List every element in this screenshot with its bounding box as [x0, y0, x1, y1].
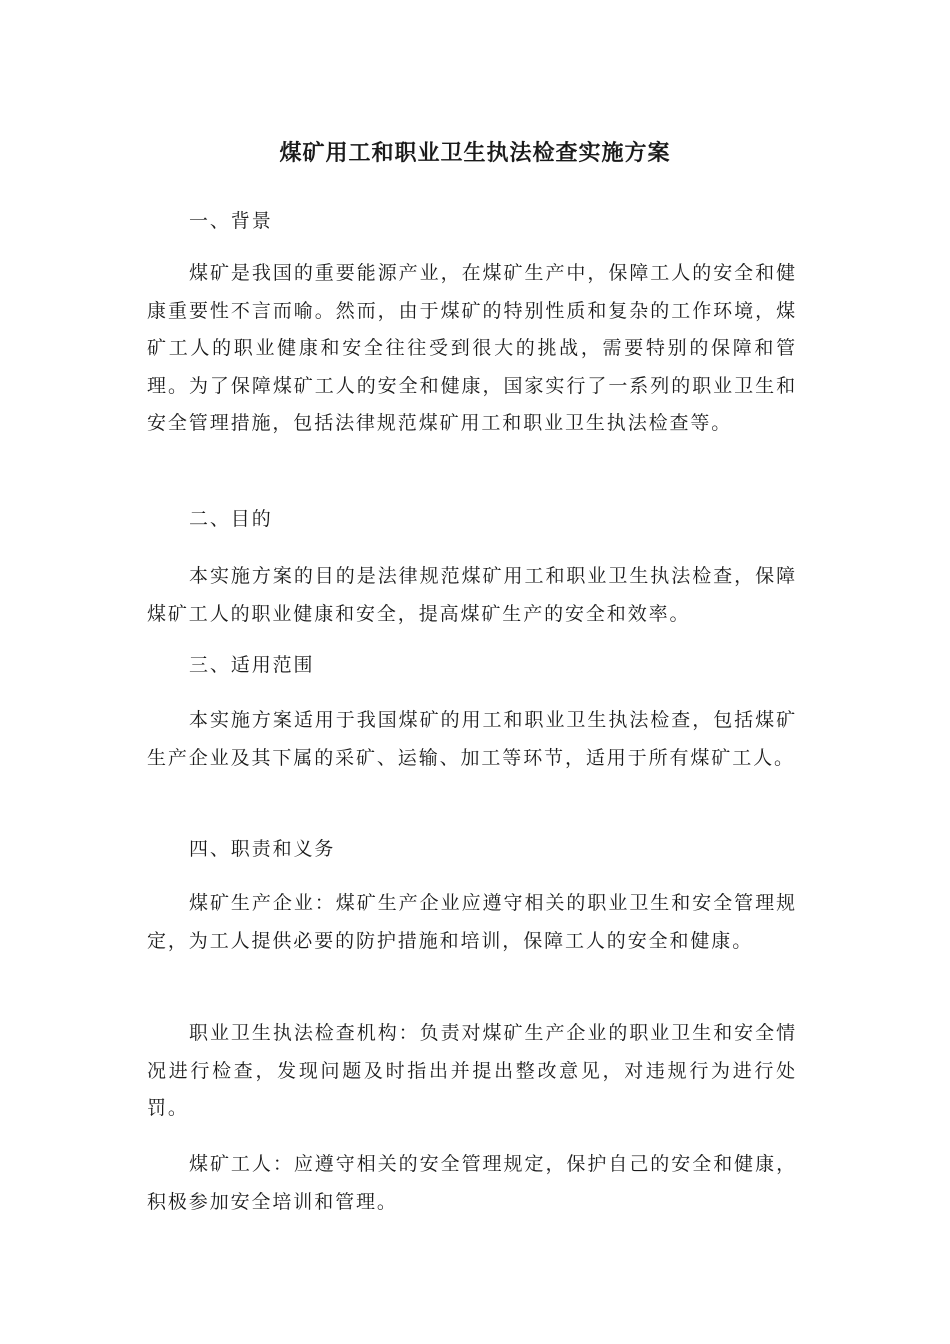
section-heading-background: 一、背景 — [189, 210, 273, 232]
paragraph-purpose: 本实施方案的目的是法律规范煤矿用工和职业卫生执法检查，保障煤矿工人的职业健康和安全，提高煤矿生产的安全和效率。 — [147, 565, 797, 625]
paragraph-inspection-agency-duties: 职业卫生执法检查机构：负责对煤矿生产企业的职业卫生和安全情况进行检查，发现问题及时指出并提出整改意见，对违规行为进行处罚。 — [147, 1022, 797, 1119]
section-heading-duties: 四、职责和义务 — [189, 838, 336, 860]
paragraph-worker-duties: 煤矿工人：应遵守相关的安全管理规定，保护自己的安全和健康，积极参加安全培训和管理。 — [147, 1153, 797, 1213]
paragraph-enterprise-duties: 煤矿生产企业：煤矿生产企业应遵守相关的职业卫生和安全管理规定，为工人提供必要的防护措施和培训，保障工人的安全和健康。 — [147, 892, 797, 952]
paragraph-scope: 本实施方案适用于我国煤矿的用工和职业卫生执法检查，包括煤矿生产企业及其下属的采矿、运输、加工等环节，适用于所有煤矿工人。 — [147, 709, 797, 769]
paragraph-background: 煤矿是我国的重要能源产业，在煤矿生产中，保障工人的安全和健康重要性不言而喻。然而，由于煤矿的特别性质和复杂的工作环境，煤矿工人的职业健康和安全往往受到很大的挑战，需要特别的保障和管理。为了保障煤矿工人的安全和健康，国家实行了一系列的职业卫生和安全管理措施，包括法律规范煤矿用工和职业卫生执法检查等。 — [147, 262, 797, 434]
document-title: 煤矿用工和职业卫生执法检查实施方案 — [279, 141, 671, 166]
section-heading-purpose: 二、目的 — [189, 508, 273, 530]
section-heading-scope: 三、适用范围 — [189, 654, 315, 676]
